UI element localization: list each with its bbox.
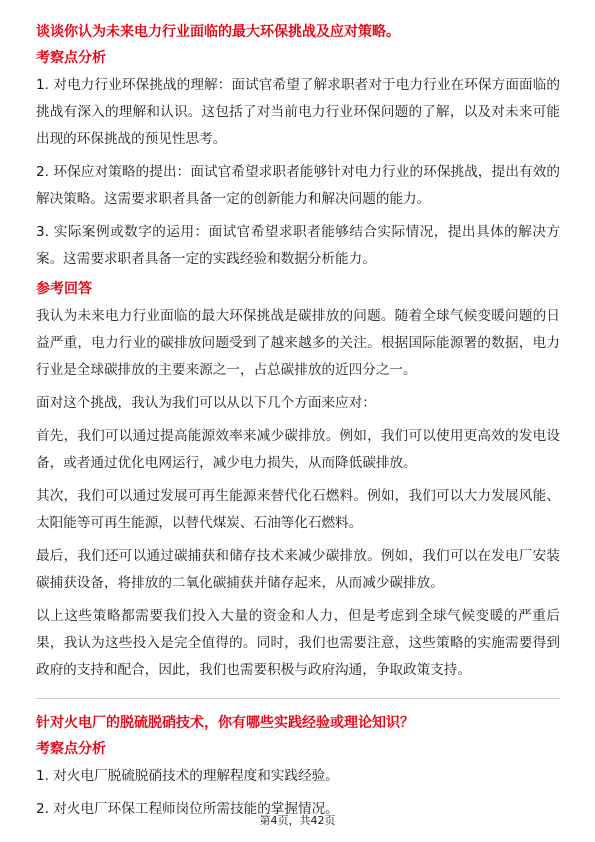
page-content (36, 22, 560, 829)
analysis-item: 2. 对火电厂环保工程师岗位所需技能的掌握情况。 (36, 801, 339, 817)
answer-paragraph: 面对这个挑战，我认为我们可以从以下几个方面来应对： (36, 395, 376, 411)
answer-paragraph: 我认为未来电力行业面临的最大环保挑战是碳排放的问题。随着全球气候变暖问题的日益严重，电力行业的碳排放问题受到了越来越多的关注。根据国际能源署的数据，电力行业是全球碳排放的主要来源之一，占总碳排放的近四分之一。 (36, 308, 560, 378)
analysis-title-2: 考察点分析 (36, 741, 106, 757)
analysis-item: 1. 对火电厂脱硫脱硝技术的理解程度和实践经验。 (36, 768, 339, 784)
answer-paragraph: 首先，我们可以通过提高能源效率来减少碳排放。例如，我们可以使用更高效的发电设备，或者通过优化电网运行，减少电力损失，从而降低碳排放。 (36, 428, 560, 471)
analysis-item: 2. 环保应对策略的提出：面试官希望求职者能够针对电力行业的环保挑战，提出有效的解决策略。这需要求职者具备一定的创新能力和解决问题的能力。 (36, 164, 560, 207)
question-1-title: 谈谈你认为未来电力行业面临的最大环保挑战及应对策略。 (36, 24, 400, 40)
answer-title-1: 参考回答 (36, 281, 92, 297)
analysis-item: 1. 对电力行业环保挑战的理解：面试官希望了解求职者对于电力行业在环保方面面临的挑战有深入的理解和认识。这包括了对当前电力行业环保问题的了解，以及对未来可能出现的环保挑战的预见性思考。 (36, 77, 560, 147)
answer-paragraph: 最后，我们还可以通过碳捕获和储存技术来减少碳排放。例如，我们可以在发电厂安装碳捕获设备，将排放的二氧化碳捕获并储存起来，从而减少碳排放。 (36, 548, 560, 591)
section-divider (36, 698, 560, 699)
analysis-title-1: 考察点分析 (36, 50, 106, 66)
answer-paragraph: 以上这些策略都需要我们投入大量的资金和人力，但是考虑到全球气候变暖的严重后果，我认为这些投入是完全值得的。同时，我们也需要注意，这些策略的实施需要得到政府的支持和配合，因此，我们也需要积极与政府沟通，争取政策支持。 (36, 608, 560, 678)
analysis-item: 3. 实际案例或数字的运用：面试官希望求职者能够结合实际情况，提出具体的解决方案。这需要求职者具备一定的实践经验和数据分析能力。 (36, 224, 560, 267)
page-number: 第4页，共42页 (259, 814, 336, 827)
answer-paragraph: 其次，我们可以通过发展可再生能源来替代化石燃料。例如，我们可以大力发展风能、太阳能等可再生能源，以替代煤炭、石油等化石燃料。 (36, 488, 560, 531)
question-2-title: 针对火电厂的脱硫脱硝技术，你有哪些实践经验或理论知识？ (36, 715, 414, 731)
